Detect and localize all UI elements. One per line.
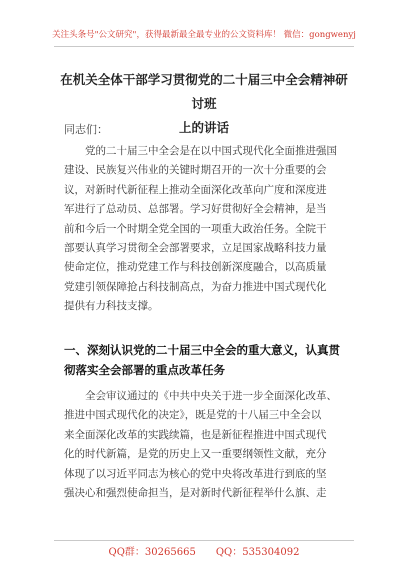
qq-group-number: QQ群：30265665 <box>108 547 196 558</box>
header-divider <box>54 46 354 47</box>
salutation: 同志们： <box>64 123 108 136</box>
paragraph-line: 军进行了总动员、总部署。学习好贯彻好全会精神，是当 <box>64 203 327 216</box>
paragraph-line: 议，对新时代新征程上推动全面深化改革向广度和深度进 <box>64 183 327 196</box>
paragraph-line: 全会审议通过的《中共中央关于进一步全面深化改革、 <box>85 390 337 402</box>
document-title-line: 在机关全体干部学习贯彻党的二十届三中全会精神研讨班 <box>60 72 348 111</box>
paragraph-line: 来全面深化改革的实践续篇，也是新征程推进中国式现代 <box>64 428 327 441</box>
paragraph-line: 建设、民族复兴伟业的关键时期召开的一次十分重要的会 <box>64 164 327 177</box>
section-heading-line: 彻落实全会部署的重点改革任务 <box>64 363 225 377</box>
paragraph-decision <box>64 387 350 503</box>
document-title-line: 上的讲话 <box>178 120 229 135</box>
paragraph-line: 使命定位，推动党建工作与科技创新深度融合，以高质量 <box>64 261 327 274</box>
section-heading-line: 一、深刻认识党的二十届三中全会的重大意义，认真贯 <box>64 343 340 357</box>
paragraph-line: 部要认真学习贯彻全会部署要求，立足国家战略科技力量 <box>64 242 327 255</box>
qq-number: QQ：535304092 <box>215 547 300 558</box>
paragraph-intro <box>64 142 350 317</box>
footer-contacts <box>0 543 408 558</box>
paragraph-line: 党的二十届三中全会是在以中国式现代化全面推进强国 <box>85 145 337 157</box>
paragraph-line: 前和今后一个时期全党全国的一项重大政治任务。全院干 <box>64 222 327 235</box>
paragraph-line: 强决心和强烈使命担当，是对新时代新征程举什么旗、走 <box>64 487 327 500</box>
footer-divider <box>54 540 354 541</box>
paragraph-line: 推进中国式现代化的决定》，既是党的十八届三中全会以 <box>64 409 322 422</box>
paragraph-line: 化的时代新篇，是党的历史上又一重要纲领性文献，充分 <box>64 448 327 461</box>
section-heading <box>64 340 354 380</box>
paragraph-line: 党建引领保障抢占科技制高点，为奋力推进中国式现代化 <box>64 280 327 293</box>
paragraph-line: 体现了以习近平同志为核心的党中央将改革进行到底的坚 <box>64 467 327 480</box>
header-banner: 关注头条号"公文研究"，获得最新最全最专业的公文资料库！ 微信：gongwenyj <box>52 30 356 40</box>
paragraph-line: 提供有力科技支撑。 <box>64 300 159 313</box>
